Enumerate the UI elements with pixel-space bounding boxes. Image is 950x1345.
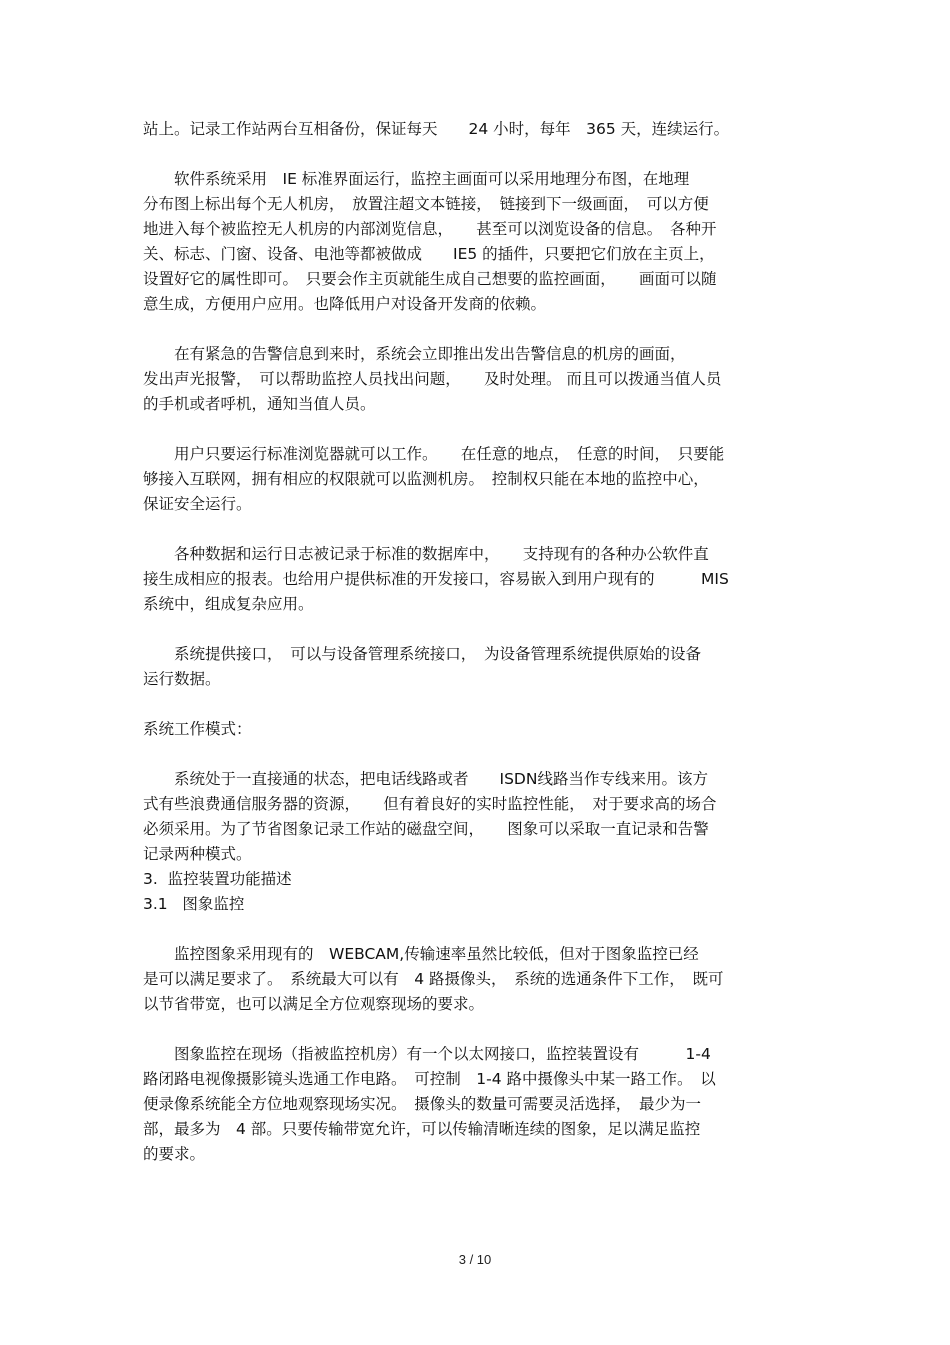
text-line: 分布图上标出每个无人机房， 放置注超文本链接， 链接到下一级画面， 可以方便: [143, 195, 709, 213]
text-line: 保证安全运行。: [143, 495, 252, 513]
text-line: 3. 监控装置功能描述: [143, 870, 292, 888]
text-line: 够接入互联网，拥有相应的权限就可以监测机房。 控制权只能在本地的监控中心，: [143, 470, 709, 488]
text-line: 软件系统采用 IE 标准界面运行，监控主画面可以采用地理分布图，在地理: [143, 170, 690, 188]
text-line: 部，最多为 4 部。只要传输带宽允许，可以传输清晰连续的图象，足以满足监控: [143, 1120, 701, 1138]
section-heading: [143, 892, 823, 917]
text-line: 地进入每个被监控无人机房的内部浏览信息， 甚至可以浏览设备的信息。 各种开: [143, 220, 717, 238]
text-line: 以节省带宽，也可以满足全方位观察现场的要求。: [143, 995, 485, 1013]
paragraph: [143, 167, 823, 317]
text-line: 发出声光报警， 可以帮助监控人员找出问题， 及时处理。 而且可以拨通当值人员: [143, 370, 722, 388]
text-line: 记录两种模式。: [143, 845, 252, 863]
paragraph: [143, 942, 823, 1017]
text-line: 路闭路电视像摄影镜头选通工作电路。 可控制 1-4 路中摄像头中某一路工作。 以: [143, 1070, 716, 1088]
text-line: 便录像系统能全方位地观察现场实况。 摄像头的数量可需要灵活选择， 最少为一: [143, 1095, 702, 1113]
text-line: 图象监控在现场（指被监控机房）有一个以太网接口，监控装置设有 1-4: [143, 1045, 711, 1063]
text-line: 的手机或者呼机，通知当值人员。: [143, 395, 376, 413]
page-number: 3 / 10: [458, 1252, 492, 1267]
text-line: 运行数据。: [143, 670, 221, 688]
text-line: 意生成，方便用户应用。也降低用户对设备开发商的依赖。: [143, 295, 547, 313]
paragraph: [143, 442, 823, 517]
document-body: [143, 117, 823, 1167]
paragraph: [143, 542, 823, 617]
text-line: 各种数据和运行日志被记录于标准的数据库中， 支持现有的各种办公软件直: [143, 545, 709, 563]
paragraph: [143, 717, 823, 742]
text-line: 系统工作模式：: [143, 720, 252, 738]
text-line: 系统提供接口， 可以与设备管理系统接口， 为设备管理系统提供原始的设备: [143, 645, 702, 663]
text-line: 站上。记录工作站两台互相备份，保证每天 24 小时，每年 365 天，连续运行。: [143, 120, 730, 138]
text-line: 式有些浪费通信服务器的资源， 但有着良好的实时监控性能， 对于要求高的场合: [143, 795, 717, 813]
text-line: 用户只要运行标准浏览器就可以工作。 在任意的地点， 任意的时间， 只要能: [143, 445, 725, 463]
text-line: 监控图象采用现有的 WEBCAM,传输速率虽然比较低，但对于图象监控已经: [143, 945, 699, 963]
text-line: 接生成相应的报表。也给用户提供标准的开发接口，容易嵌入到用户现有的 MIS: [143, 570, 729, 588]
text-line: 关、标志、门窗、设备、电池等都被做成 IE5 的插件，只要把它们放在主页上，: [143, 245, 715, 263]
text-line: 必须采用。为了节省图象记录工作站的磁盘空间， 图象可以采取一直记录和告警: [143, 820, 709, 838]
text-line: 在有紧急的告警信息到来时，系统会立即推出发出告警信息的机房的画面，: [143, 345, 686, 363]
text-line: 是可以满足要求了。 系统最大可以有 4 路摄像头， 系统的选通条件下工作， 既可: [143, 970, 724, 988]
text-line: 系统中，组成复杂应用。: [143, 595, 314, 613]
text-line: 设置好它的属性即可。 只要会作主页就能生成自己想要的监控画面， 画面可以随: [143, 270, 717, 288]
paragraph: [143, 342, 823, 417]
text-line: 的要求。: [143, 1145, 206, 1163]
paragraph: [143, 117, 823, 142]
section-heading: [143, 867, 823, 892]
text-line: 3.1 图象监控: [143, 895, 245, 913]
paragraph: [143, 642, 823, 692]
paragraph: [143, 767, 823, 867]
paragraph: [143, 1042, 823, 1167]
text-line: 系统处于一直接通的状态，把电话线路或者 ISDN线路当作专线来用。该方: [143, 770, 708, 788]
